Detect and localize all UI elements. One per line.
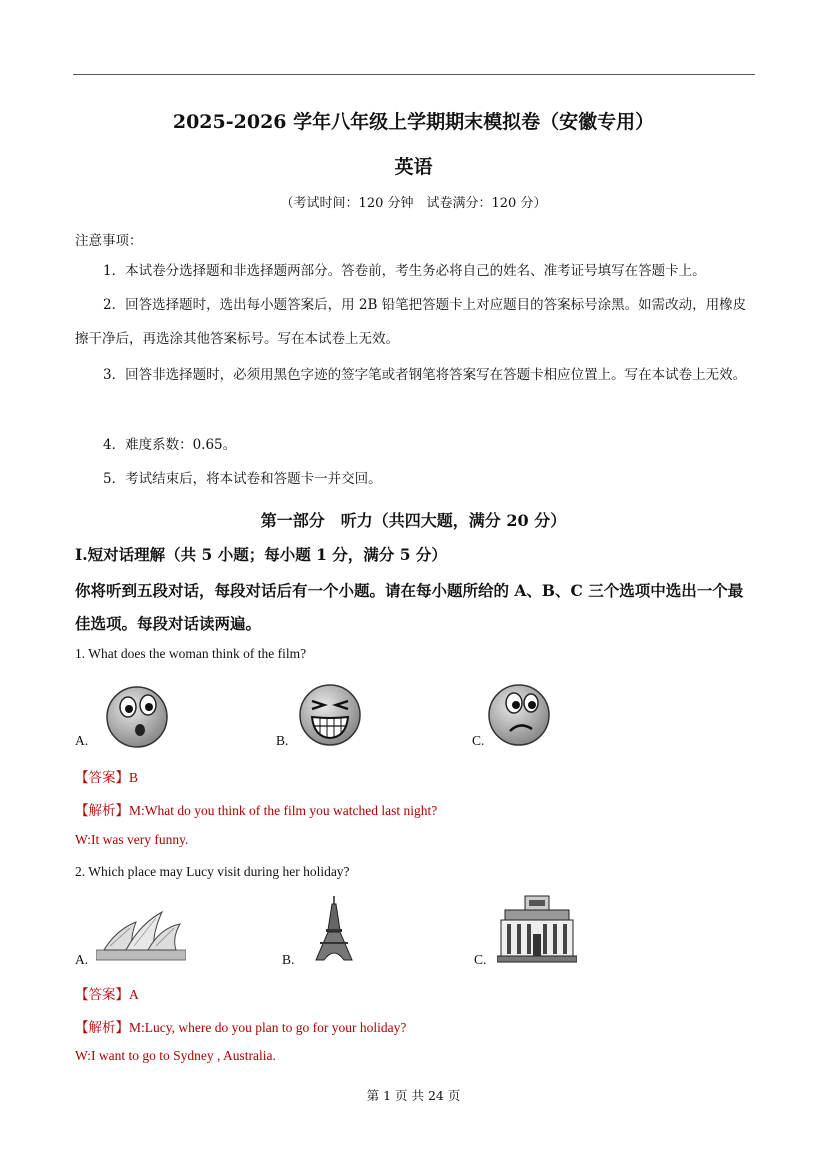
eiffel-tower-icon bbox=[312, 896, 356, 964]
analysis-line: 【解析】M:Lucy, where do you plan to go for your holiday? bbox=[75, 1020, 407, 1035]
answer-line: 【答案】A bbox=[75, 987, 139, 1002]
analysis-line: W:It was very funny. bbox=[75, 832, 189, 847]
note-item: 5．考试结束后，将本试卷和答题卡一并交回。 bbox=[103, 471, 382, 487]
laughing-face-icon bbox=[298, 683, 362, 747]
sad-face-icon bbox=[486, 681, 552, 747]
note-item: 3．回答非选择题时，必须用黑色字迹的签字笔或者钢笔将答案写在答题卡相应位置上。写在本试卷上无效。 bbox=[103, 367, 747, 383]
section-heading: I.短对话理解（共 5 小题；每小题 1 分，满分 5 分） bbox=[75, 545, 447, 564]
exam-info: （考试时间：120 分钟 试卷满分：120 分） bbox=[280, 196, 547, 211]
question-stem: 1. What does the woman think of the film? bbox=[75, 646, 307, 661]
option-label: C. bbox=[474, 952, 487, 967]
note-item: 4．难度系数：0.65。 bbox=[103, 437, 237, 453]
classical-building-icon bbox=[497, 894, 577, 964]
subject-title: 英语 bbox=[394, 156, 433, 178]
question-stem: 2. Which place may Lucy visit during her holiday? bbox=[75, 864, 350, 879]
option-label: C. bbox=[472, 733, 485, 748]
option-label: B. bbox=[276, 733, 289, 748]
surprised-face-icon bbox=[104, 683, 170, 749]
notes-heading: 注意事项： bbox=[75, 233, 143, 249]
analysis-line: 【解析】M:What do you think of the film you watched last night? bbox=[75, 803, 438, 818]
sydney-opera-house-icon bbox=[96, 906, 186, 962]
exam-title: 2025-2026 学年八年级上学期期末模拟卷（安徽专用） bbox=[172, 111, 655, 133]
header-rule bbox=[73, 74, 755, 75]
analysis-line: W:I want to go to Sydney , Australia. bbox=[75, 1048, 276, 1063]
option-label: A. bbox=[75, 733, 89, 748]
part-heading: 第一部分 听力（共四大题，满分 20 分） bbox=[260, 511, 567, 530]
answer-line: 【答案】B bbox=[75, 770, 139, 785]
option-label: B. bbox=[282, 952, 295, 967]
note-item: 2．回答选择题时，选出每小题答案后，用 2B 铅笔把答题卡上对应题目的答案标号涂黑。如需改动，用橡皮擦干净后，再选涂其他答案标号。写在本试卷上无效。 bbox=[75, 297, 747, 347]
page-footer: 第 1 页 共 24 页 bbox=[366, 1088, 461, 1103]
section-instruction: 你将听到五段对话，每段对话后有一个小题。请在每小题所给的 A、B、C 三个选项中选出一个最佳选项。每段对话读两遍。 bbox=[75, 581, 744, 633]
option-label: A. bbox=[75, 952, 89, 967]
note-item: 1．本试卷分选择题和非选择题两部分。答卷前，考生务必将自己的姓名、准考证号填写在答题卡上。 bbox=[103, 263, 706, 279]
